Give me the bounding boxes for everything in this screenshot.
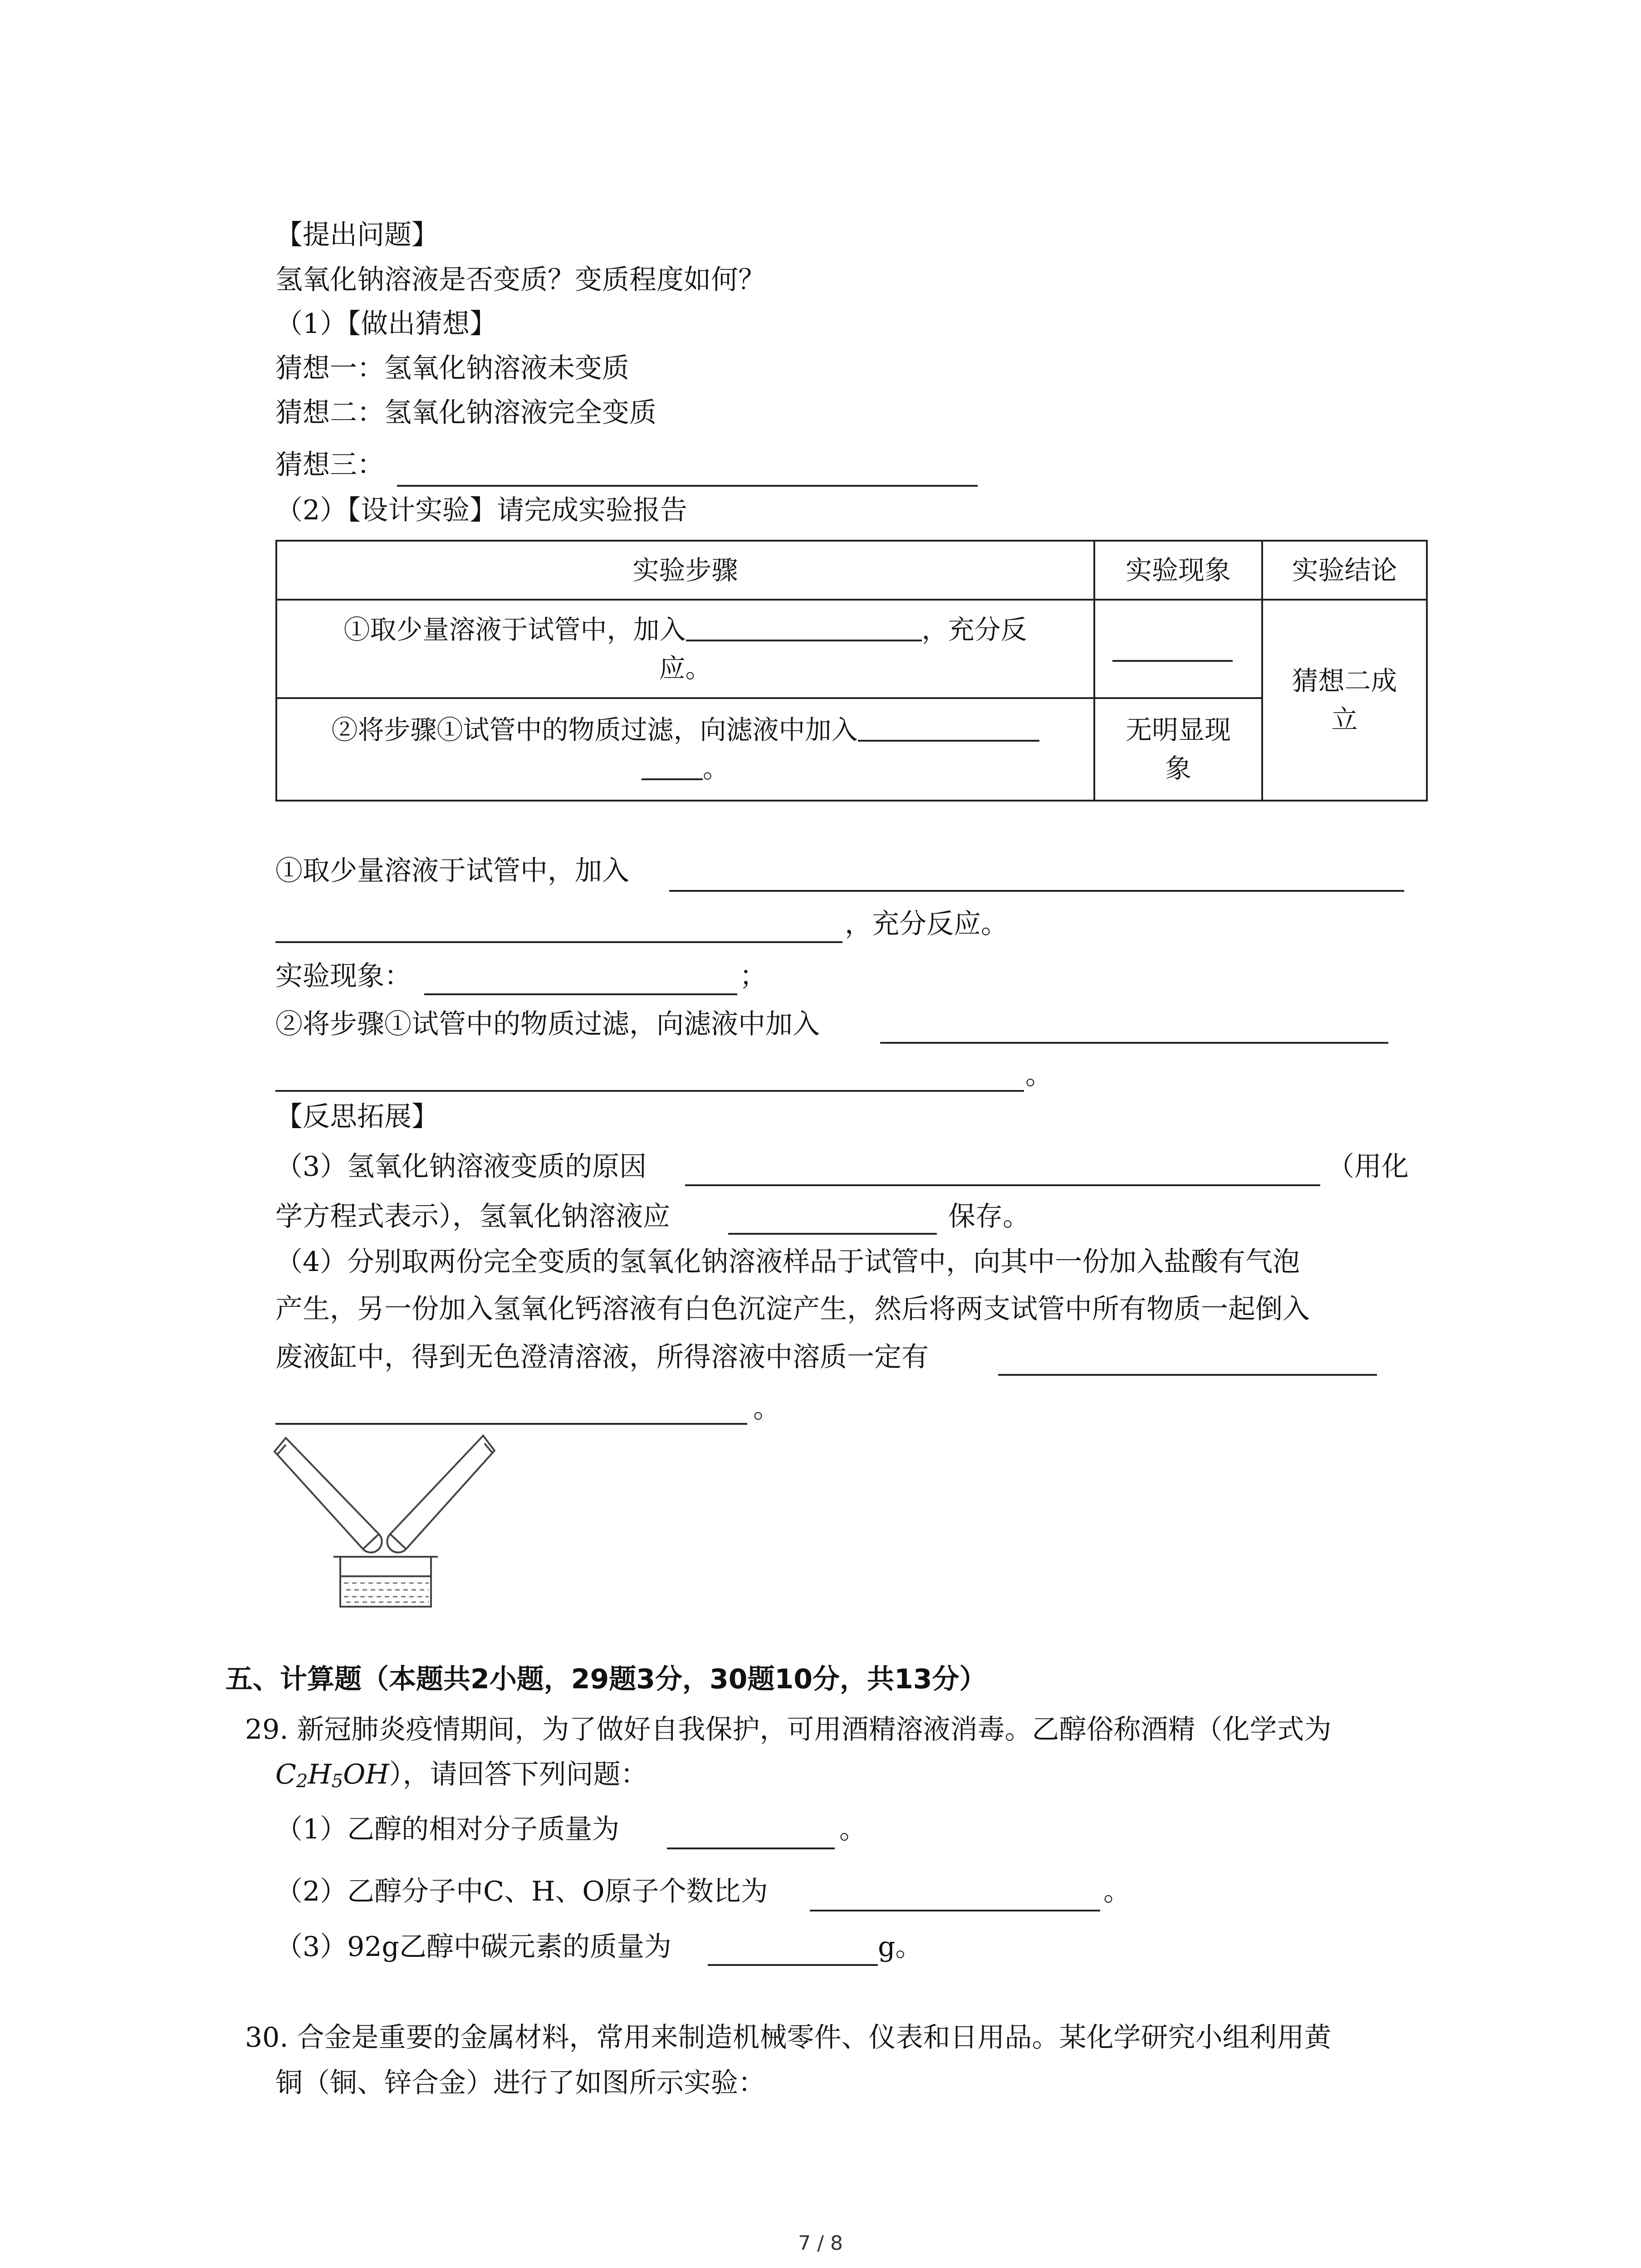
q29-formula: $C_2H_5OH$ xyxy=(275,1759,389,1792)
reflection-q3-blank-storage[interactable] xyxy=(728,1233,937,1235)
experiment-table xyxy=(275,540,1428,802)
q29-part3-end: g。 xyxy=(878,1931,923,1963)
answer-step1-end: ，充分反应。 xyxy=(845,908,1008,940)
reflection-q3-c: 学方程式表示），氢氧化钠溶液应 xyxy=(275,1201,670,1232)
row1-step-text-b: ，充分反 xyxy=(921,614,1027,645)
answer-step1-blank-2[interactable] xyxy=(275,941,843,943)
table-row1-step xyxy=(277,601,1093,697)
table-conclusion xyxy=(1263,601,1426,800)
row2-phenomenon-b: 象 xyxy=(1165,753,1191,784)
reflection-q4-b: 产生，另一份加入氢氧化钙溶液有白色沉淀产生，然后将两支试管中所有物质一起倒入 xyxy=(275,1293,1310,1325)
q29-part1: （1）乙醇的相对分子质量为 xyxy=(275,1813,620,1845)
answer-step2: ②将步骤①试管中的物质过滤，向滤液中加入 xyxy=(275,1008,820,1040)
waste-beaker-icon xyxy=(333,1557,438,1607)
answer-step1-blank[interactable] xyxy=(669,890,1404,892)
guess-header: （1）【做出猜想】 xyxy=(275,308,497,340)
q29-part3: （3）92g乙醇中碳元素的质量为 xyxy=(275,1931,671,1963)
reflection-q4-a: （4）分别取两份完全变质的氢氧化钠溶液样品于试管中，向其中一份加入盐酸有气泡 xyxy=(275,1246,1300,1278)
conclusion-a: 猜想二成 xyxy=(1292,665,1397,696)
q29-text-a: 29. 新冠肺炎疫情期间，为了做好自我保护，可用酒精溶液消毒。乙醇俗称酒精（化学式为 xyxy=(245,1714,1332,1745)
right-tube-icon xyxy=(387,1436,495,1553)
answer-phenomenon-blank[interactable] xyxy=(424,993,737,995)
row2-step-blank-2[interactable] xyxy=(642,751,703,780)
reflection-q4-blank[interactable] xyxy=(998,1374,1377,1376)
row1-step-blank[interactable] xyxy=(686,612,922,641)
row2-phenomenon-a: 无明显现 xyxy=(1125,714,1231,745)
reflection-q4-d: 。 xyxy=(753,1393,780,1424)
answer-phenomenon: 实验现象： xyxy=(275,960,411,992)
guess-three-blank[interactable] xyxy=(397,485,978,487)
conclusion-b: 立 xyxy=(1331,704,1358,735)
q29-part1-blank[interactable] xyxy=(667,1848,835,1849)
answer-step1: ①取少量溶液于试管中，加入 xyxy=(275,855,629,887)
reflection-q3-a: （3）氢氧化钠溶液变质的原因 xyxy=(275,1151,647,1183)
reflection-q4-c: 废液缸中，得到无色澄清溶液，所得溶液中溶质一定有 xyxy=(275,1341,929,1373)
answer-step2-end: 。 xyxy=(1025,1059,1053,1091)
q29-formula-line xyxy=(275,1756,648,1793)
guess-three: 猜想三： xyxy=(275,449,384,481)
reflection-header: 【反思拓展】 xyxy=(275,1101,439,1133)
left-tube-icon xyxy=(274,1438,382,1553)
q29-formula-end: ），请回答下列问题： xyxy=(389,1759,648,1790)
row1-step-text-a: ①取少量溶液于试管中，加入 xyxy=(343,614,686,645)
guess-two: 猜想二：氢氧化钠溶液完全变质 xyxy=(275,397,656,429)
test-tubes-diagram xyxy=(272,1433,508,1615)
row1-step-text-c: 应。 xyxy=(659,652,712,684)
design-header: （2）【设计实验】请完成实验报告 xyxy=(275,494,688,526)
table-header-phenomenon: 实验现象 xyxy=(1125,554,1231,586)
answer-step2-blank-2[interactable] xyxy=(275,1090,1024,1092)
calc-section-header: 五、计算题（本题共2小题，29题3分，30题10分，共13分） xyxy=(225,1663,987,1695)
page-number: 7 / 8 xyxy=(798,2232,843,2255)
reflection-q3-blank-equation[interactable] xyxy=(685,1184,1320,1186)
q29-part2-end: 。 xyxy=(1103,1876,1131,1907)
reflection-q3-d: 保存。 xyxy=(948,1201,1030,1232)
row2-step-blank[interactable] xyxy=(858,713,1039,742)
q30-text-b: 铜（铜、锌合金）进行了如图所示实验： xyxy=(275,2067,765,2099)
table-row2-step xyxy=(277,699,1093,800)
ask-header: 【提出问题】 xyxy=(275,219,439,251)
row2-step-text-c: 。 xyxy=(702,753,729,784)
q29-part3-blank[interactable] xyxy=(708,1964,878,1966)
question-text: 氢氧化钠溶液是否变质？变质程度如何？ xyxy=(275,264,765,296)
guess-one: 猜想一：氢氧化钠溶液未变质 xyxy=(275,352,629,384)
table-header-conclusion: 实验结论 xyxy=(1292,554,1397,586)
q30-text-a: 30. 合金是重要的金属材料，常用来制造机械零件、仪表和日用品。某化学研究小组利用黄 xyxy=(245,2022,1332,2053)
reflection-q3-b: （用化 xyxy=(1327,1151,1409,1183)
q29-part2-blank[interactable] xyxy=(810,1910,1100,1911)
row1-phenomenon-blank[interactable] xyxy=(1112,660,1233,662)
reflection-q4-blank-2[interactable] xyxy=(275,1423,747,1425)
q29-part2: （2）乙醇分子中C、H、O原子个数比为 xyxy=(275,1876,768,1907)
row2-step-text-a: ②将步骤①试管中的物质过滤，向滤液中加入 xyxy=(331,714,858,745)
table-row2-phenomenon xyxy=(1095,699,1261,800)
table-header-step: 实验步骤 xyxy=(632,554,738,586)
q29-part1-end: 。 xyxy=(839,1813,867,1845)
answer-step2-blank[interactable] xyxy=(880,1042,1388,1044)
answer-phenomenon-end: ； xyxy=(740,960,767,992)
